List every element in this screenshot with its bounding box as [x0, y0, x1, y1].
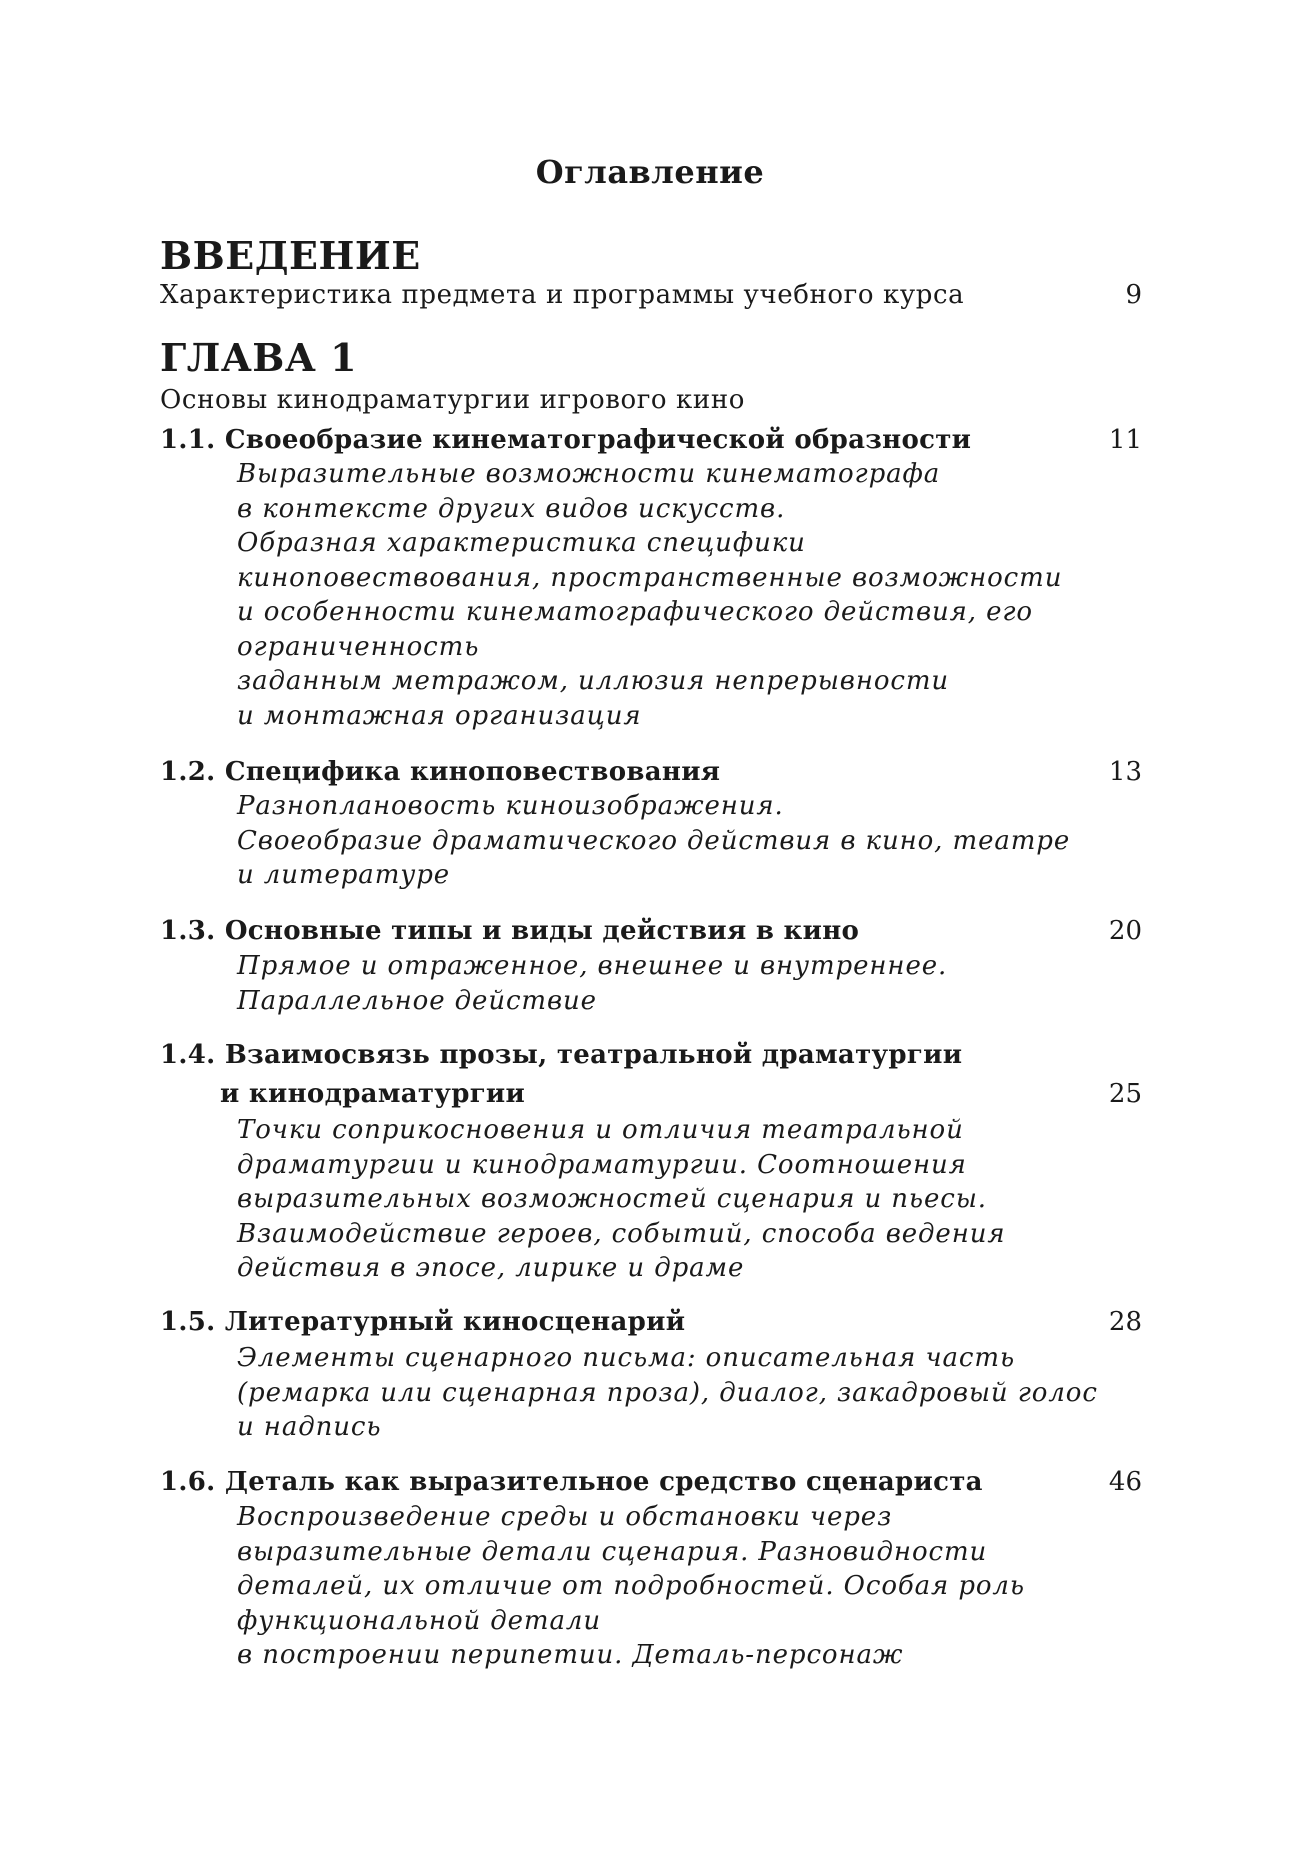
section-1-2-description — [237, 789, 1070, 893]
section-1-3-title[interactable]: 1.3. Основные типы и виды действия в кино — [160, 916, 860, 946]
description-line: деталей, их отличие от подробностей. Особая роль — [237, 1571, 1025, 1601]
description-line: Элементы сценарного письма: описательная часть — [237, 1343, 1015, 1373]
section-1-4-page[interactable]: 25 — [1108, 1079, 1142, 1109]
page-title: Оглавление — [535, 153, 765, 191]
description-line: драматургии и кинодраматургии. Соотношения — [237, 1149, 967, 1180]
description-line: действия в эпосе, лирике и драме — [237, 1253, 745, 1283]
description-line: выразительные детали сценария. Разновидности — [237, 1536, 988, 1567]
section-1-4-title[interactable]: 1.4. Взаимосвязь прозы, театральной драматургии — [160, 1040, 963, 1070]
description-line: и литературе — [237, 860, 451, 890]
section-1-5-page[interactable]: 28 — [1108, 1307, 1142, 1337]
description-line: Взаимодействие героев, событий, способа ведения — [237, 1218, 1006, 1249]
description-line: Образная характеристика специфики — [237, 528, 806, 558]
section-1-6-description — [237, 1500, 1025, 1673]
section-1-3-description — [237, 949, 947, 1018]
section-1-6-page[interactable]: 46 — [1108, 1467, 1142, 1497]
description-line: Точки соприкосновения и отличия театральной — [237, 1115, 964, 1145]
description-line: и монтажная организация — [237, 700, 642, 731]
description-line: Воспроизведение среды и обстановки через — [237, 1502, 893, 1532]
section-1-2-title[interactable]: 1.2. Специфика киноповествования — [160, 757, 721, 787]
section-1-1-description — [237, 457, 1062, 733]
intro-entry-title[interactable]: Характеристика предмета и программы учебного курса — [160, 280, 965, 310]
section-1-4-description — [237, 1113, 1005, 1286]
section-1-2-page[interactable]: 13 — [1108, 757, 1142, 787]
description-line: Выразительные возможности кинематографа — [237, 459, 941, 489]
section-1-5-description — [237, 1341, 1098, 1445]
section-1-5-title[interactable]: 1.5. Литературный киносценарий — [160, 1307, 686, 1337]
section-1-3-page[interactable]: 20 — [1108, 916, 1142, 946]
chapter-1-heading: ГЛАВА 1 — [160, 335, 358, 380]
section-1-1-page[interactable]: 11 — [1108, 425, 1142, 455]
chapter-1-subtitle: Основы кинодраматургии игрового кино — [160, 385, 746, 415]
intro-heading: ВВЕДЕНИЕ — [160, 233, 421, 278]
description-line: киноповествования, пространственные возможности — [237, 562, 1063, 593]
description-line: Прямое и отраженное, внешнее и внутреннее. — [237, 951, 948, 981]
description-line: Разноплановость киноизображения. — [237, 791, 784, 821]
description-line: (ремарка или сценарная проза), диалог, закадровый голос — [237, 1377, 1098, 1408]
description-line: заданным метражом, иллюзия непрерывности — [237, 666, 950, 696]
description-line: Своеобразие драматического действия в кино, театре — [237, 825, 1071, 856]
section-1-6-title[interactable]: 1.6. Деталь как выразительное средство сценариста — [160, 1467, 983, 1497]
description-line: и особенности кинематографического действия, его — [237, 597, 1033, 627]
description-line: ограниченность — [237, 631, 480, 662]
section-1-4-title-continued[interactable]: и кинодраматургии — [220, 1079, 526, 1109]
section-1-1-title[interactable]: 1.1. Своеобразие кинематографической образности — [160, 425, 972, 455]
intro-entry-page[interactable]: 9 — [1125, 280, 1142, 310]
description-line: выразительных возможностей сценария и пьесы. — [237, 1184, 987, 1214]
description-line: Параллельное действие — [237, 985, 597, 1016]
description-line: в построении перипетии. Деталь-персонаж — [237, 1640, 904, 1670]
description-line: и надпись — [237, 1412, 382, 1442]
description-line: в контексте других видов искусств. — [237, 493, 786, 524]
description-line: функциональной детали — [237, 1605, 601, 1636]
